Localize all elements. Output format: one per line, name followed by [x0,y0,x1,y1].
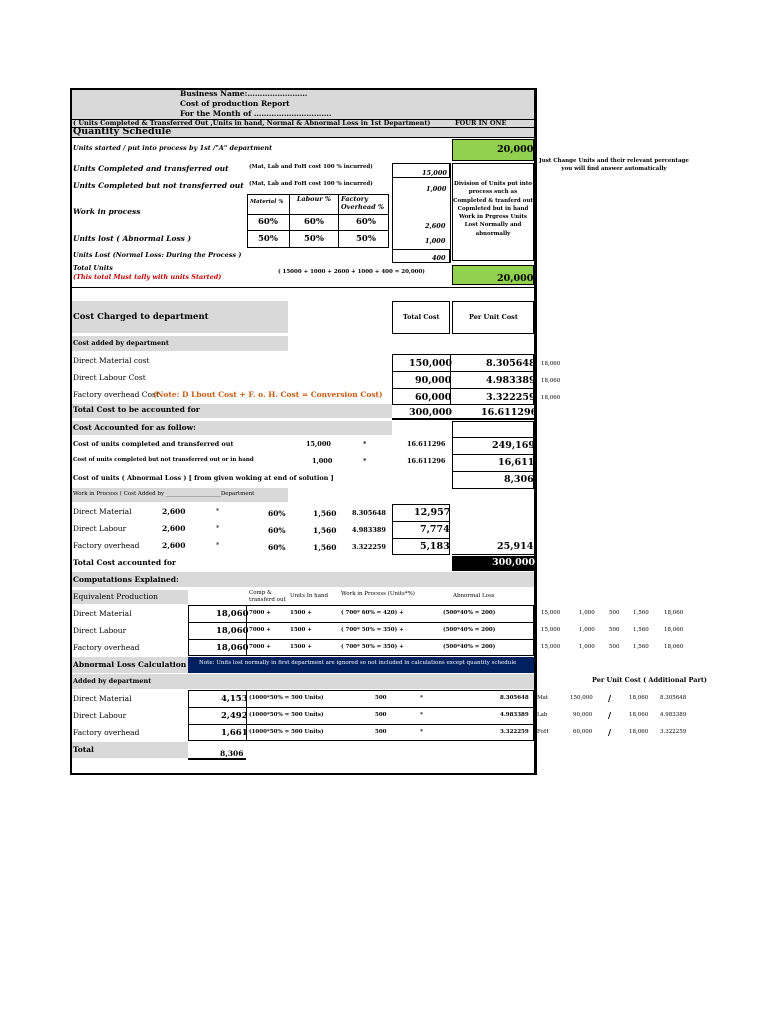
wip-foh-label: Factory overhead [73,541,140,550]
divider [452,437,534,438]
eq-dl-s5: 18,060 [664,627,684,633]
eq-dm-s3: 500 [609,610,620,616]
transferred-units: 15,000 [306,440,331,448]
divider [338,194,339,248]
total-units-note: (This total Must tally with units Started) [73,273,222,281]
wip-pct-foh: 60% [356,217,376,227]
wip-dm-label: Direct Material [73,507,132,516]
divider [452,554,534,555]
wip-dm-star: * [216,507,220,515]
transferred-value: 249,169 [492,440,535,451]
wip-dl-label: Direct Labour [73,524,127,533]
eq-dl-ab: (500*40% = 200) [443,627,496,633]
divider [392,163,393,263]
completed-value: 15,000 [422,169,447,177]
completed-label: Units Completed and transferred out [73,164,229,173]
ab-dl-units: 500 [375,712,387,718]
eq-foh-total: 18,060 [216,643,249,653]
eq-dl-label: Direct Labour [73,626,127,635]
ab-foh-value: 1,661 [221,728,248,738]
ab-dm-value: 4,153 [221,694,248,704]
divider [392,371,534,372]
eq-dm-s4: 1,560 [633,610,649,616]
cost-added-label: Cost added by department [73,339,169,347]
divider [188,724,534,725]
dm-side: 18,060 [541,361,561,367]
col-total-cost: Total Cost [403,313,440,321]
total-accounted-value: 300,000 [492,557,535,568]
wip-dm-rate: 8.305648 [352,509,386,517]
ab-foh-label: Factory overhead [73,728,140,737]
dl-unit: 4.983389 [486,375,536,386]
wip-dm-value: 12,957 [414,507,451,518]
abnormal-note: Note: Units lost normally in first department are ignored so not included in calculations except quantity schedule [199,660,517,666]
abnormal-total-value: 8,306 [220,749,244,758]
divider [247,230,389,231]
wip-dl-star: * [216,524,220,532]
total-cost-label: Total Cost to be accounted for [73,405,200,414]
wip-dl-pct: 60% [268,526,286,535]
eq-dl-wip: ( 700* 50% = 350) + [341,627,404,633]
ab-dm-slash: / [608,694,612,704]
wip-foh-value: 5,183 [420,541,450,552]
dm-total: 150,000 [409,358,452,369]
four-in-one-label: FOUR IN ONE [455,119,507,127]
ab-dl-amt: 90,000 [573,712,593,718]
business-name: Business Name:…………………… [180,89,308,98]
divider [392,521,450,522]
abnormal-pct-foh: 50% [356,234,376,244]
wip-foh-pct: 60% [268,543,286,552]
abnormal-calc-title: Abnormal Loss Calculation [73,660,187,669]
ab-foh-eq: 18,060 [629,729,649,735]
ab-foh-amt: 60,000 [573,729,593,735]
eq-dm-comp: 7000 + [249,610,271,616]
eq-dm-hand: 1500 + [290,610,312,616]
eq-foh-label: Factory overhead [73,643,140,652]
units-started-label: Units started / put into process by 1st /"A" department [73,144,273,152]
total-unit-value: 16.611296 [481,407,538,418]
ab-foh-res: 3.322259 [660,729,687,735]
eq-dl-comp: 7000 + [249,627,271,633]
total-units-label: Total Units [73,264,113,272]
not-transferred-label: Units Completed but not transferred out [73,181,244,190]
eq-foh-s3: 500 [609,644,620,650]
wip-pct-material: 60% [258,217,278,227]
abnormal-cost-label: Cost of units ( Abnormal Loss ) [ from given woking at end of solution ] [73,474,334,482]
divider [452,454,534,455]
eq-dm-wip: ( 700* 60% = 420) + [341,610,404,616]
ab-dm-amt: 150,000 [570,695,593,701]
eq-dl-total: 18,060 [216,626,249,636]
cost-charged-title: Cost Charged to department [73,312,209,322]
dl-total: 90,000 [415,375,452,386]
eq-foh-s2: 1,000 [579,644,595,650]
ab-foh-rate: 3.322259 [500,729,529,735]
ab-dl-star: * [420,712,423,718]
wip-foh-star: * [216,541,220,549]
eq-prod-label: Equivalent Production [73,592,159,601]
wip-dl-units: 2,600 [162,524,186,533]
total-accounted-label: Total Cost accounted for [73,558,176,567]
eq-foh-wip: ( 700* 50% = 350) + [341,644,404,650]
ab-dm-eq: 18,060 [629,695,649,701]
in-hand-star: * [363,457,367,465]
cost-values-box [392,354,534,405]
wip-dm-pct: 60% [268,509,286,518]
eq-dl-s3: 500 [609,627,620,633]
eq-dm-s2: 1,000 [579,610,595,616]
transferred-star: * [363,440,367,448]
in-hand-units: 1,000 [312,457,333,465]
abnormal-pct-labour: 50% [304,234,324,244]
dm-cost-label: Direct Material cost [73,356,150,365]
total-units-formula: ( 15000 + 1000 + 2600 + 1000 + 400 = 20,000) [278,269,425,275]
eq-dl-s2: 1,000 [579,627,595,633]
in-hand-label: Cost of units completed but not transferred out or in hand [73,457,254,463]
divider [247,214,389,215]
report-title: Cost of production Report [180,99,290,108]
ab-dl-value: 2,492 [221,711,248,721]
wip-values-box [392,504,450,555]
eq-foh-ab: (500*40% = 200) [443,644,496,650]
in-hand-rate: 16.611296 [407,457,446,465]
ab-dl-calc: (1000*50% = 500 Units) [249,712,324,718]
wip-pct-labour: 60% [304,217,324,227]
foh-cost-label: Factory overhead Cost [73,390,159,399]
frame-inner-line [534,88,535,775]
divider [289,194,290,248]
dl-cost-label: Direct Labour Cost [73,373,146,382]
eq-foh-s5: 18,060 [664,644,684,650]
wip-dm-units: 2,600 [162,507,186,516]
foh-unit: 3.322259 [486,392,536,403]
dm-unit: 8.305648 [486,358,536,369]
wip-foh-units: 2,600 [162,541,186,550]
ab-foh-code: FoH [537,729,549,735]
wip-total-value: 25,914 [497,541,534,552]
col-abnormal-loss: Abnormal Loss [453,593,495,599]
divider [450,163,451,263]
eq-dm-s5: 18,060 [664,610,684,616]
ab-foh-calc: (1000*50% = 500 Units) [249,729,324,735]
ab-dm-star: * [420,695,423,701]
eq-dl-s1: 15,000 [541,627,561,633]
ab-dm-label: Direct Material [73,694,132,703]
ab-dl-code: Lab [537,712,548,718]
eq-dm-ab: (500*40% = 200) [443,610,496,616]
units-started-value: 20,000 [497,144,534,155]
eq-foh-s1: 15,000 [541,644,561,650]
foh-cost-note: (Note: D Lbout Cost + F. o. H. Cost = Conversion Cost) [153,390,383,399]
ab-dm-calc: (1000*50% = 500 Units) [249,695,324,701]
divider [188,707,534,708]
wip-title: Work in Process ( Cost Added by ____________________Department [73,491,255,497]
per-unit-title: Per Unit Cost ( Additional Part) [592,676,707,684]
ab-foh-slash: / [608,728,612,738]
col-foh: Factory Overhead % [341,195,385,212]
divider [392,538,450,539]
foh-side: 18,060 [541,395,561,401]
divider [392,418,534,420]
ab-dl-slash: / [608,711,612,721]
eq-foh-comp: 7000 + [249,644,271,650]
wip-dl-eq: 1,560 [313,526,337,535]
quantity-schedule-title: Quantity Schedule [73,126,172,137]
eq-foh-s4: 1,560 [633,644,649,650]
transferred-label: Cost of units completed and transferred out [73,440,234,448]
total-units-value: 20,000 [497,273,534,284]
added-by-label: Added by department [73,677,152,685]
col-units-in-hand: Units In hand [290,593,329,599]
abnormal-total-label: Total [73,745,94,754]
not-transferred-value: 1,000 [426,185,447,193]
foh-total: 60,000 [415,392,452,403]
ab-foh-units: 500 [375,729,387,735]
ab-dl-res: 4.983389 [660,712,687,718]
ab-dl-rate: 4.983389 [500,712,529,718]
computations-title: Computations Explained: [73,575,179,584]
completed-note: (Mat, Lab and FoH cost 100 % incurred) [249,164,373,170]
ab-foh-star: * [420,729,423,735]
wip-foh-eq: 1,560 [313,543,337,552]
wip-label: Work in process [73,207,141,216]
wip-dl-rate: 4.983389 [352,526,386,534]
ab-dm-units: 500 [375,695,387,701]
wip-dm-eq: 1,560 [313,509,337,518]
wip-foh-rate: 3.322259 [352,543,386,551]
divider [392,388,534,389]
report-month: For the Month of …………………………. [180,109,332,118]
not-transferred-note: (Mat, Lab and FoH cost 100 % incurred) [249,181,373,187]
divider [188,639,534,640]
ab-dm-code: Mat [537,695,549,701]
in-hand-value: 16,611 [498,457,535,468]
normal-loss-label: Units Lost (Normal Loss: During the Process ) [73,251,242,259]
abnormal-value: 1,000 [425,237,446,245]
abnormal-cost-value: 8,306 [504,474,534,485]
eq-dm-total: 18,060 [216,609,249,619]
eq-foh-hand: 1500 + [290,644,312,650]
change-units-note: Just Change Units and their relevant percentage you will find answer automatically [539,158,689,173]
abnormal-label: Units lost ( Abnormal Loss ) [73,234,192,243]
division-note: Division of Units put into process such as Completed & tranferd out Copmleted but in hand Work in Prgress Units Lost Normally and abnormally [453,181,533,237]
eq-dm-label: Direct Material [73,609,132,618]
ab-dm-rate: 8.305648 [500,695,529,701]
col-unit-cost: Per Unit Cost [469,313,518,321]
divider [72,287,534,288]
ab-dm-res: 8.305648 [660,695,687,701]
report-subtitle: ( Units Completed & Transferred Out ,Units in hand, Normal & Abnormal Loss in 1st Department) [73,119,431,127]
divider [188,758,246,760]
accounted-title: Cost Accounted for as follow: [73,423,196,432]
ab-dl-label: Direct Labour [73,711,127,720]
eq-dm-s1: 15,000 [541,610,561,616]
transferred-rate: 16.611296 [407,440,446,448]
eq-dl-s4: 1,560 [633,627,649,633]
col-labour: Labour % [296,195,332,203]
eq-dl-hand: 1500 + [290,627,312,633]
total-cost-value: 300,000 [409,407,452,418]
col-material: Material % [250,199,284,205]
dl-side: 18,060 [541,378,561,384]
col-comp-transferred: Comp & transferd out [249,590,286,604]
wip-dl-value: 7,774 [420,524,450,535]
divider [188,622,534,623]
normal-loss-value: 400 [432,254,446,262]
divider [452,471,534,472]
col-wip-units: Work in Process (Units*%) [341,591,415,597]
divider [72,137,534,138]
wip-value: 2,600 [425,222,446,230]
divider [450,354,451,405]
abnormal-pct-material: 50% [258,234,278,244]
ab-dl-eq: 18,060 [629,712,649,718]
